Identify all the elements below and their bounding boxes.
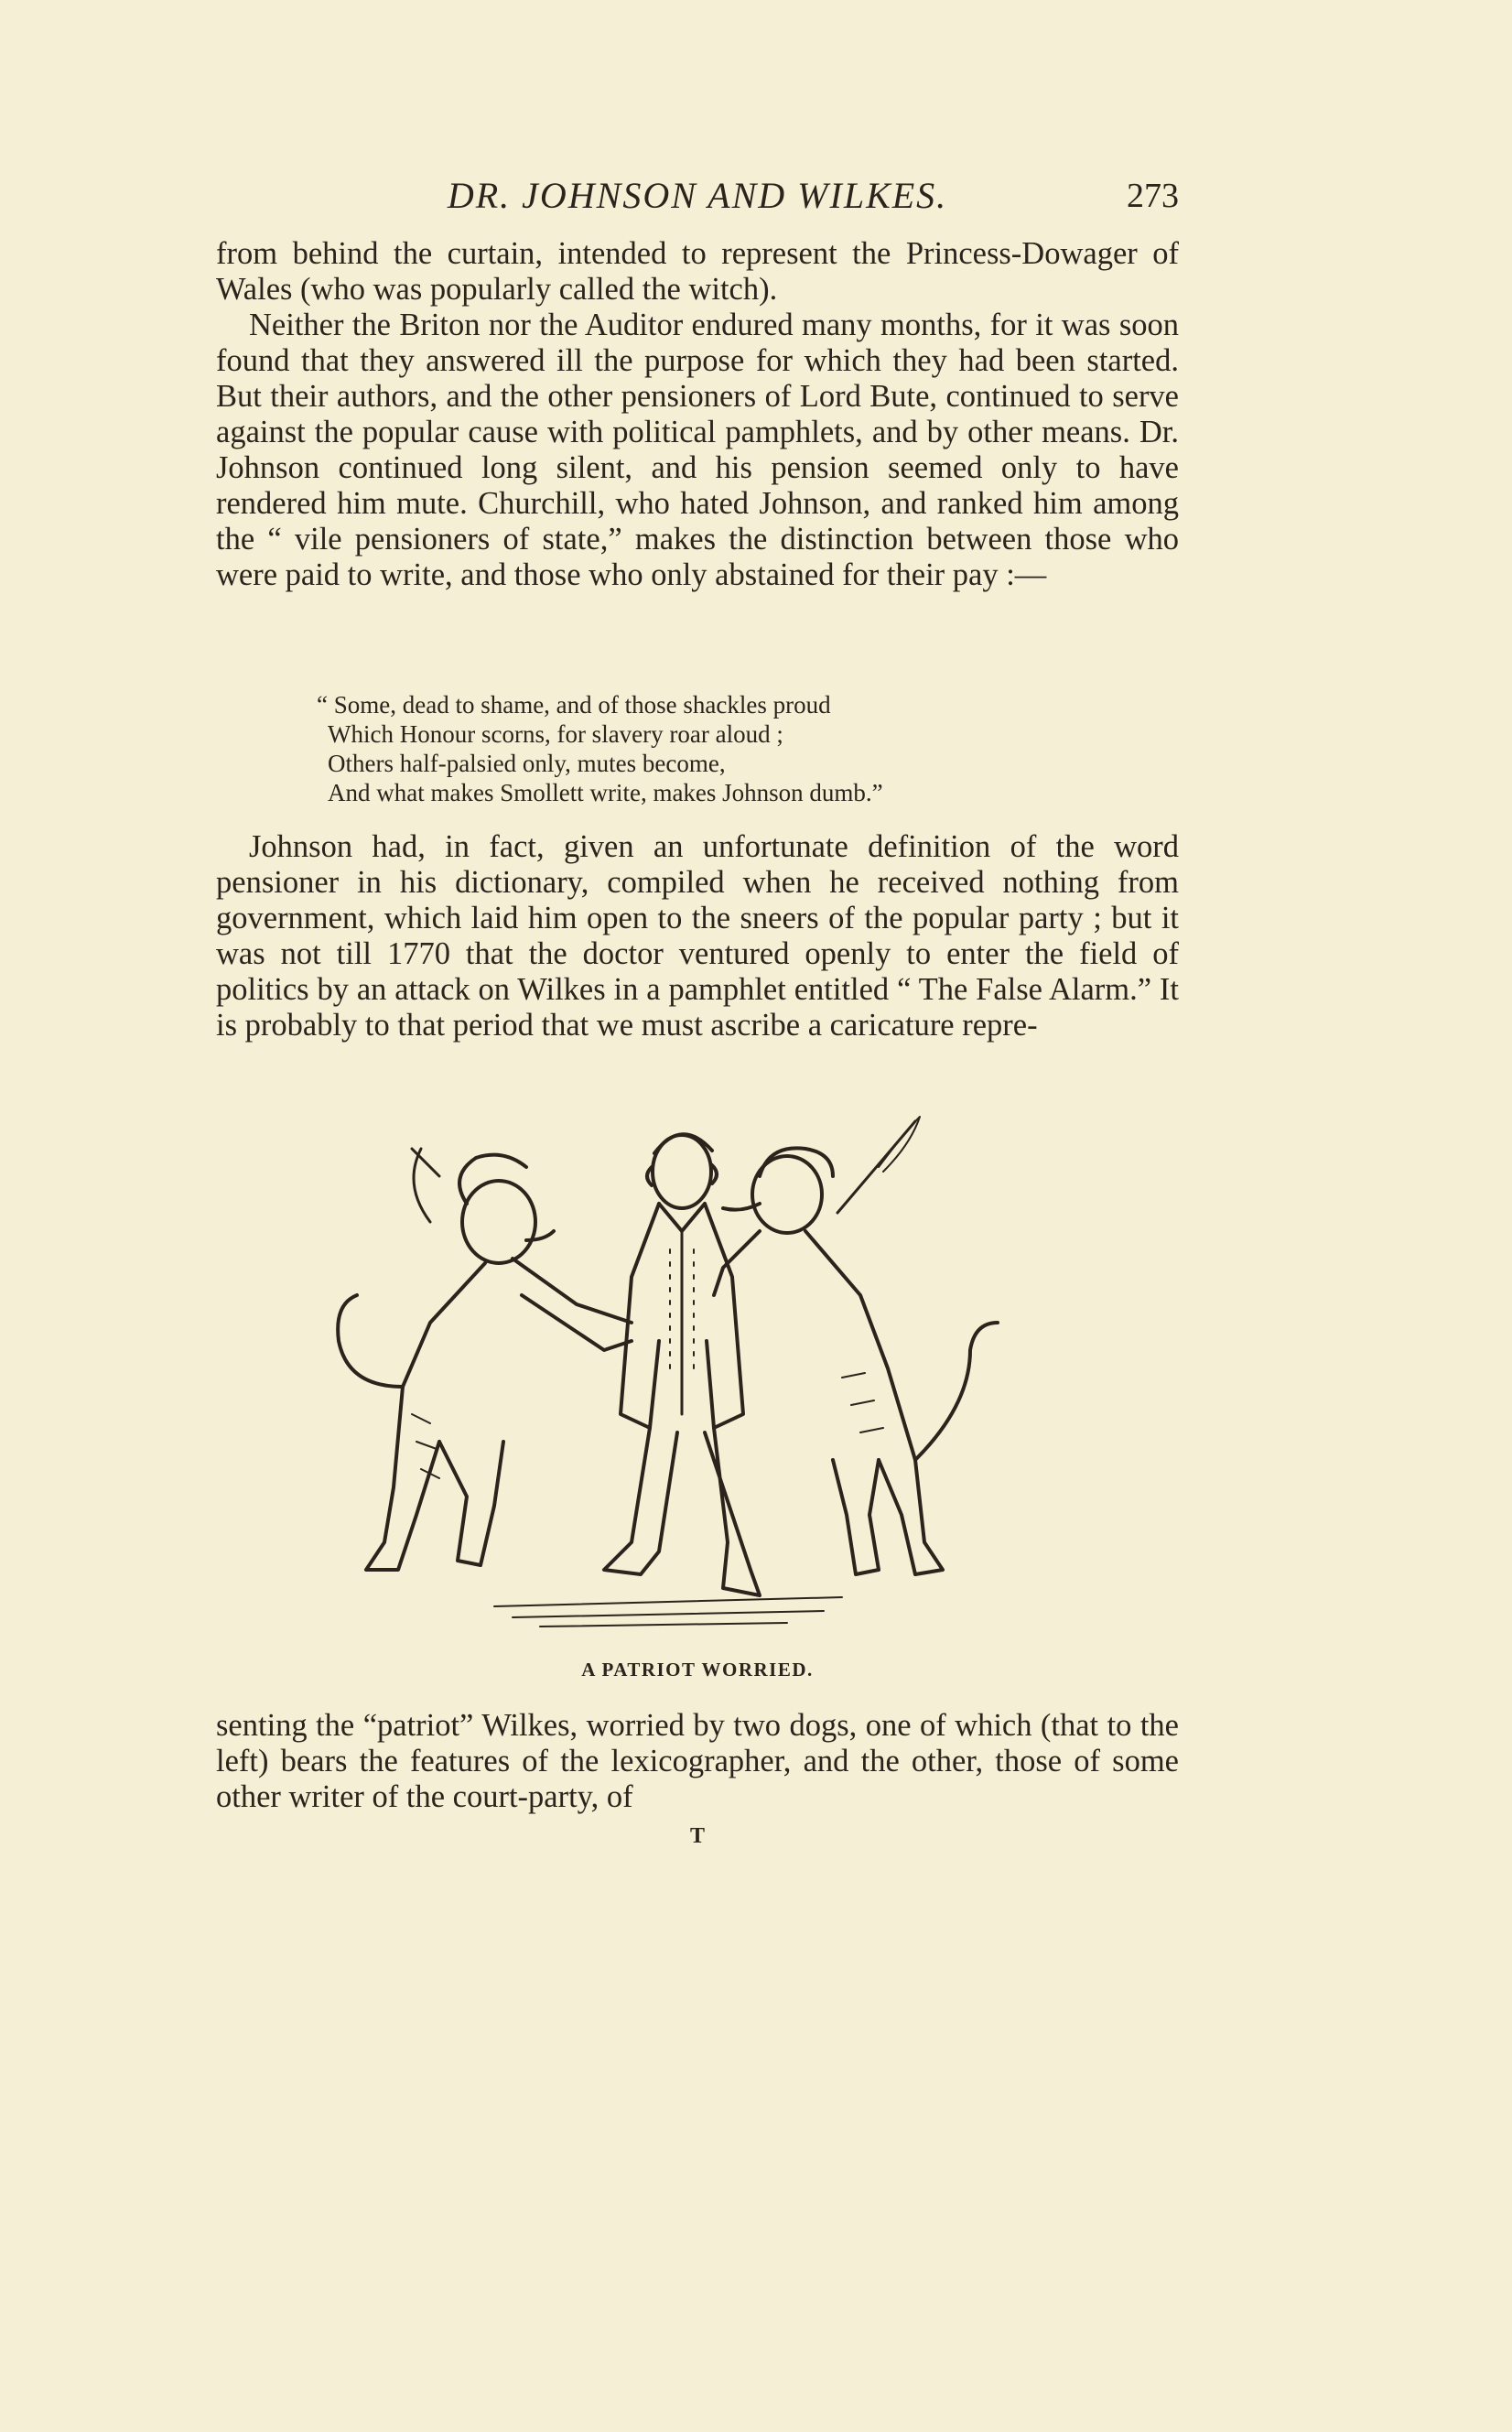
page-header xyxy=(216,174,1179,229)
paragraph-caricature-description: senting the “patriot” Wilkes, worried by two dogs, one of which (that to the left) bears the features of the lexicographer, and the other, those of some other writer of the court-party, of xyxy=(216,1708,1179,1814)
signature-mark: T xyxy=(689,1824,705,1848)
verse-quotation xyxy=(317,690,1140,807)
paragraph-johnson-pension: Johnson had, in fact, given an unfortunate definition of the word pensioner in his dictionary, compiled when he received nothing from government, which laid him open to the sneers of the popular party ; but it was not till 1770 that the doctor ventured openly to enter the field of politics by an attack on Wilkes in a pamphlet entitled “ The False Alarm.” It is probably to that period that we must ascribe a caricature repre- xyxy=(216,829,1179,1043)
paragraph-briton-auditor: Neither the Briton nor the Auditor endured many months, for it was soon found that they answered ill the purpose for which they had been started. But their authors, and the other pensioners of Lord Bute, continued to serve against the popular cause with political pamphlets, and by other means. Dr. Johnson continued long silent, and his pension seemed only to have rendered him mute. Churchill, who hated Johnson, and ranked him among the “ vile pensioners of state,” makes the distinction between those who were paid to write, and those who only abstained for their pay :— xyxy=(216,308,1179,592)
verse-line: Others half-palsied only, mutes become, xyxy=(328,750,726,777)
engraving-patriot-worried-icon xyxy=(329,1112,1007,1652)
figure-caption: A PATRIOT WORRIED. xyxy=(581,1659,814,1681)
verse-line: Which Honour scorns, for slavery roar aloud ; xyxy=(328,720,783,748)
verse-line: “ Some, dead to shame, and of those shackles proud xyxy=(317,691,831,719)
paragraph-continuation: from behind the curtain, intended to represent the Princess-Dowager of Wales (who was popularly called the witch). xyxy=(216,236,1179,307)
body-text-top xyxy=(216,236,1179,593)
running-title: DR. JOHNSON AND WILKES. xyxy=(447,175,948,216)
body-text-bottom xyxy=(216,1708,1179,1815)
body-text-middle xyxy=(216,829,1179,1043)
page-number: 273 xyxy=(1127,177,1179,215)
verse-line: And what makes Smollett write, makes Johnson dumb.” xyxy=(328,779,883,806)
